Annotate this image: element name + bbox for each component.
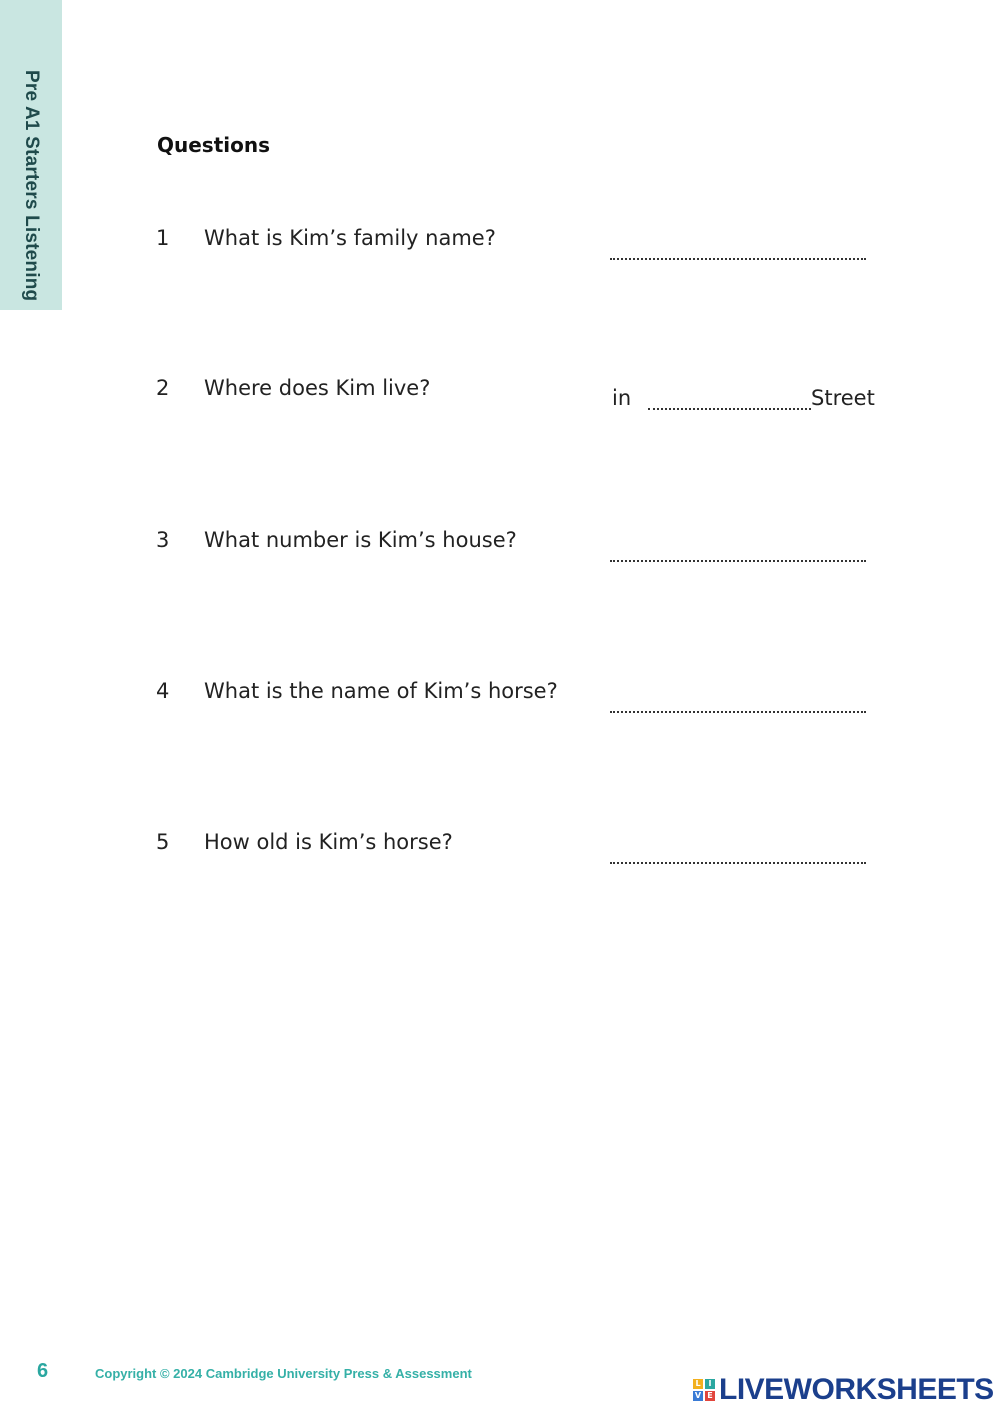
side-tab-label: Pre A1 Starters Listening [21,70,42,302]
answer-field-4[interactable] [610,689,866,713]
question-row [0,528,1000,588]
question-number: 1 [156,226,170,250]
question-row [0,830,1000,890]
question-number: 3 [156,528,170,552]
question-text: What is the name of Kim’s horse? [204,679,558,703]
answer-dotted-line[interactable] [648,388,811,410]
answer-dotted-line[interactable] [610,691,866,713]
answer-field-3[interactable] [610,538,866,562]
copyright-notice: Copyright © 2024 Cambridge University Press & Assessment [95,1366,472,1381]
answer-field-2[interactable] [612,386,875,410]
question-text: What is Kim’s family name? [204,226,496,250]
answer-field-5[interactable] [610,840,866,864]
liveworksheets-logo[interactable] [693,1374,994,1406]
answer-suffix: Street [811,386,875,410]
page-number: 6 [37,1360,49,1382]
question-number: 5 [156,830,170,854]
question-row [0,376,1000,436]
answer-dotted-line[interactable] [610,842,866,864]
answer-dotted-line[interactable] [610,540,866,562]
answer-dotted-line[interactable] [610,238,866,260]
question-text: Where does Kim live? [204,376,431,400]
question-number: 2 [156,376,170,400]
section-heading: Questions [157,133,271,157]
question-text: How old is Kim’s horse? [204,830,453,854]
question-row [0,226,1000,286]
question-row [0,679,1000,739]
question-text: What number is Kim’s house? [204,528,517,552]
answer-field-1[interactable] [610,236,866,260]
answer-prefix: in [612,386,632,410]
brand-name: LIVEWORKSHEETS [719,1373,994,1406]
logo-grid-icon: L I V E [693,1379,715,1401]
question-number: 4 [156,679,170,703]
